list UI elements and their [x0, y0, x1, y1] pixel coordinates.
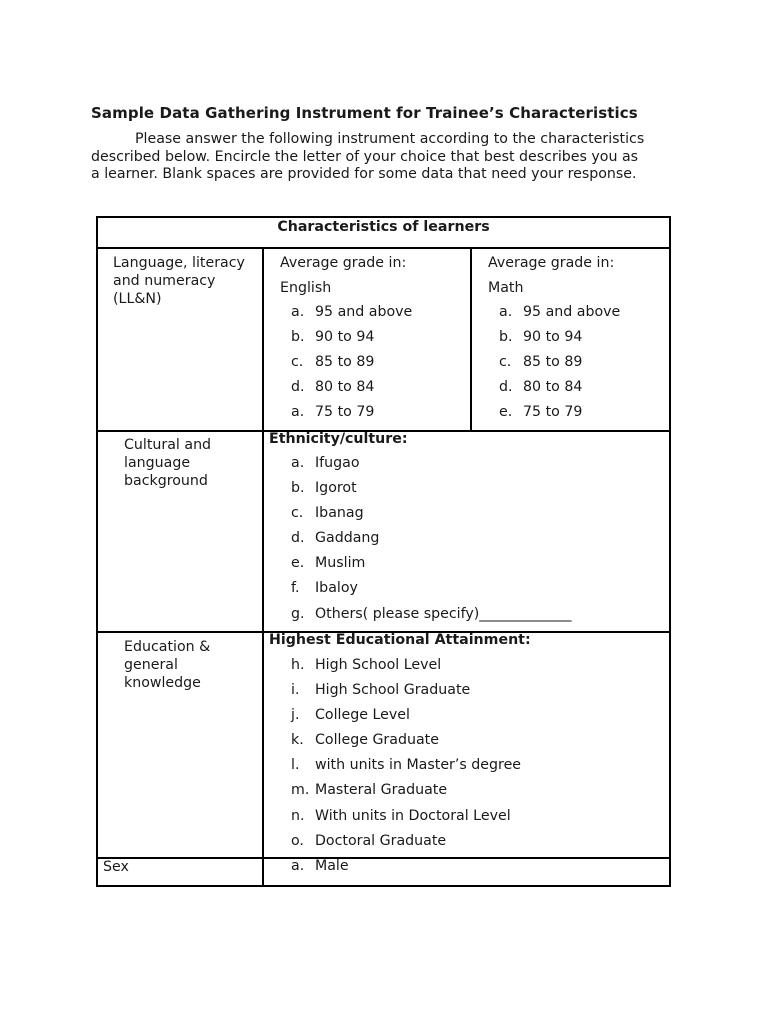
- table-header: Characteristics of learners: [277, 219, 490, 235]
- option-letter: a.: [291, 455, 305, 471]
- table-border: [96, 216, 98, 887]
- option-letter: h.: [291, 657, 305, 673]
- category-label: Education &: [124, 639, 211, 655]
- option-letter: n.: [291, 807, 305, 824]
- option-letter: a.: [291, 404, 305, 421]
- option-letter: b.: [291, 480, 305, 497]
- option-letter: o.: [291, 832, 304, 849]
- table-border: [96, 216, 671, 218]
- option-text: Muslim: [315, 555, 366, 572]
- option-letter: c.: [291, 354, 304, 371]
- category-culture: [124, 436, 211, 490]
- document-title: Sample Data Gathering Instrument for Trainee’s Characteristics: [91, 104, 638, 122]
- option-text: Doctoral Graduate: [315, 832, 447, 849]
- option-letter: c.: [499, 354, 512, 371]
- option-text: 75 to 79: [315, 404, 375, 421]
- option-text: Gaddang: [315, 530, 380, 547]
- option-item[interactable]: [291, 350, 412, 375]
- option-text: 75 to 79: [523, 404, 583, 421]
- option-text: 80 to 84: [315, 379, 375, 396]
- education-heading: Highest Educational Attainment:: [269, 632, 531, 648]
- option-item[interactable]: [499, 350, 620, 375]
- option-text: 80 to 84: [523, 379, 583, 396]
- option-letter: d.: [291, 379, 305, 396]
- option-letter: g.: [291, 605, 305, 622]
- category-lln: [113, 254, 245, 308]
- option-text: 85 to 89: [523, 354, 583, 371]
- option-text: with units in Master’s degree: [315, 757, 522, 774]
- option-item[interactable]: [291, 753, 521, 778]
- ethnicity-heading: Ethnicity/culture:: [269, 431, 408, 447]
- option-text: 85 to 89: [315, 354, 375, 371]
- option-item[interactable]: [291, 804, 521, 829]
- option-letter: i.: [291, 682, 300, 699]
- option-item[interactable]: [291, 653, 521, 678]
- option-letter: d.: [291, 530, 305, 547]
- option-text: High School Level: [315, 657, 442, 673]
- option-item[interactable]: [291, 325, 412, 350]
- option-item[interactable]: [291, 703, 521, 728]
- option-text: Ibaloy: [315, 580, 358, 597]
- sex-options: [291, 854, 349, 879]
- option-item[interactable]: [499, 325, 620, 350]
- option-letter: a.: [291, 858, 305, 874]
- option-letter: f.: [291, 580, 300, 597]
- option-item[interactable]: [291, 778, 521, 803]
- table-border: [96, 247, 671, 249]
- table-border: [96, 857, 671, 859]
- option-text: College Level: [315, 707, 410, 724]
- math-heading: Average grade in:: [488, 255, 615, 271]
- table-border: [96, 885, 671, 887]
- option-item[interactable]: [291, 854, 349, 879]
- math-options: [499, 300, 620, 425]
- option-text: Others( please specify)_____________: [315, 605, 572, 622]
- category-label: background: [124, 473, 208, 489]
- option-item[interactable]: [291, 551, 571, 576]
- option-item[interactable]: [499, 300, 620, 325]
- option-letter: a.: [499, 304, 513, 320]
- option-item[interactable]: [291, 829, 521, 854]
- category-sex: Sex: [103, 859, 129, 875]
- category-label: Language, literacy: [113, 255, 245, 271]
- option-item[interactable]: [499, 375, 620, 400]
- option-text: 90 to 94: [523, 329, 583, 346]
- option-text: 95 and above: [315, 304, 413, 320]
- option-item[interactable]: [291, 501, 571, 526]
- ethnicity-options: [291, 451, 571, 627]
- category-label: knowledge: [124, 675, 201, 691]
- option-text: 95 and above: [523, 304, 621, 320]
- option-letter: l.: [291, 757, 300, 774]
- option-letter: b.: [499, 329, 513, 346]
- option-item[interactable]: [499, 400, 620, 425]
- table-border: [262, 247, 264, 887]
- english-options: [291, 300, 412, 425]
- english-subject: English: [280, 280, 332, 296]
- option-text: 90 to 94: [315, 329, 375, 346]
- option-letter: k.: [291, 732, 304, 749]
- option-letter: e.: [499, 404, 513, 421]
- option-letter: a.: [291, 304, 305, 320]
- option-letter: m.: [291, 782, 310, 799]
- option-text: Male: [315, 858, 349, 874]
- option-item[interactable]: [291, 576, 571, 601]
- option-item[interactable]: [291, 300, 412, 325]
- option-text: Ibanag: [315, 505, 364, 522]
- english-heading: Average grade in:: [280, 255, 407, 271]
- category-education: [124, 638, 210, 692]
- table-border: [669, 216, 671, 887]
- category-label: general: [124, 657, 178, 673]
- category-label: (LL&N): [113, 291, 162, 307]
- option-text: Masteral Graduate: [315, 782, 448, 799]
- option-item-other[interactable]: [291, 602, 571, 627]
- option-letter: b.: [291, 329, 305, 346]
- option-text: Ifugao: [315, 455, 360, 471]
- intro-line: Please answer the following instrument according to the characteristics: [135, 131, 645, 147]
- category-label: and numeracy: [113, 273, 216, 289]
- option-letter: e.: [291, 555, 305, 572]
- option-text: With units in Doctoral Level: [315, 807, 511, 824]
- category-label: language: [124, 455, 191, 471]
- table-border: [470, 247, 472, 431]
- option-item[interactable]: [291, 400, 412, 425]
- option-item[interactable]: [291, 526, 571, 551]
- option-text: College Graduate: [315, 732, 439, 749]
- intro-line: a learner. Blank spaces are provided for some data that need your response.: [91, 166, 637, 182]
- intro-line: described below. Encircle the letter of your choice that best describes you as: [91, 148, 639, 165]
- option-text: Igorot: [315, 480, 357, 497]
- option-item[interactable]: [291, 476, 571, 501]
- option-letter: j.: [291, 707, 300, 724]
- math-subject: Math: [488, 280, 524, 296]
- category-label: Cultural and: [124, 437, 212, 453]
- option-item[interactable]: [291, 678, 521, 703]
- intro-paragraph: [91, 131, 691, 184]
- option-item[interactable]: [291, 451, 571, 476]
- option-letter: d.: [499, 379, 513, 396]
- education-options: [291, 653, 521, 854]
- option-letter: c.: [291, 505, 304, 522]
- option-item[interactable]: [291, 375, 412, 400]
- option-item[interactable]: [291, 728, 521, 753]
- option-text: High School Graduate: [315, 682, 471, 699]
